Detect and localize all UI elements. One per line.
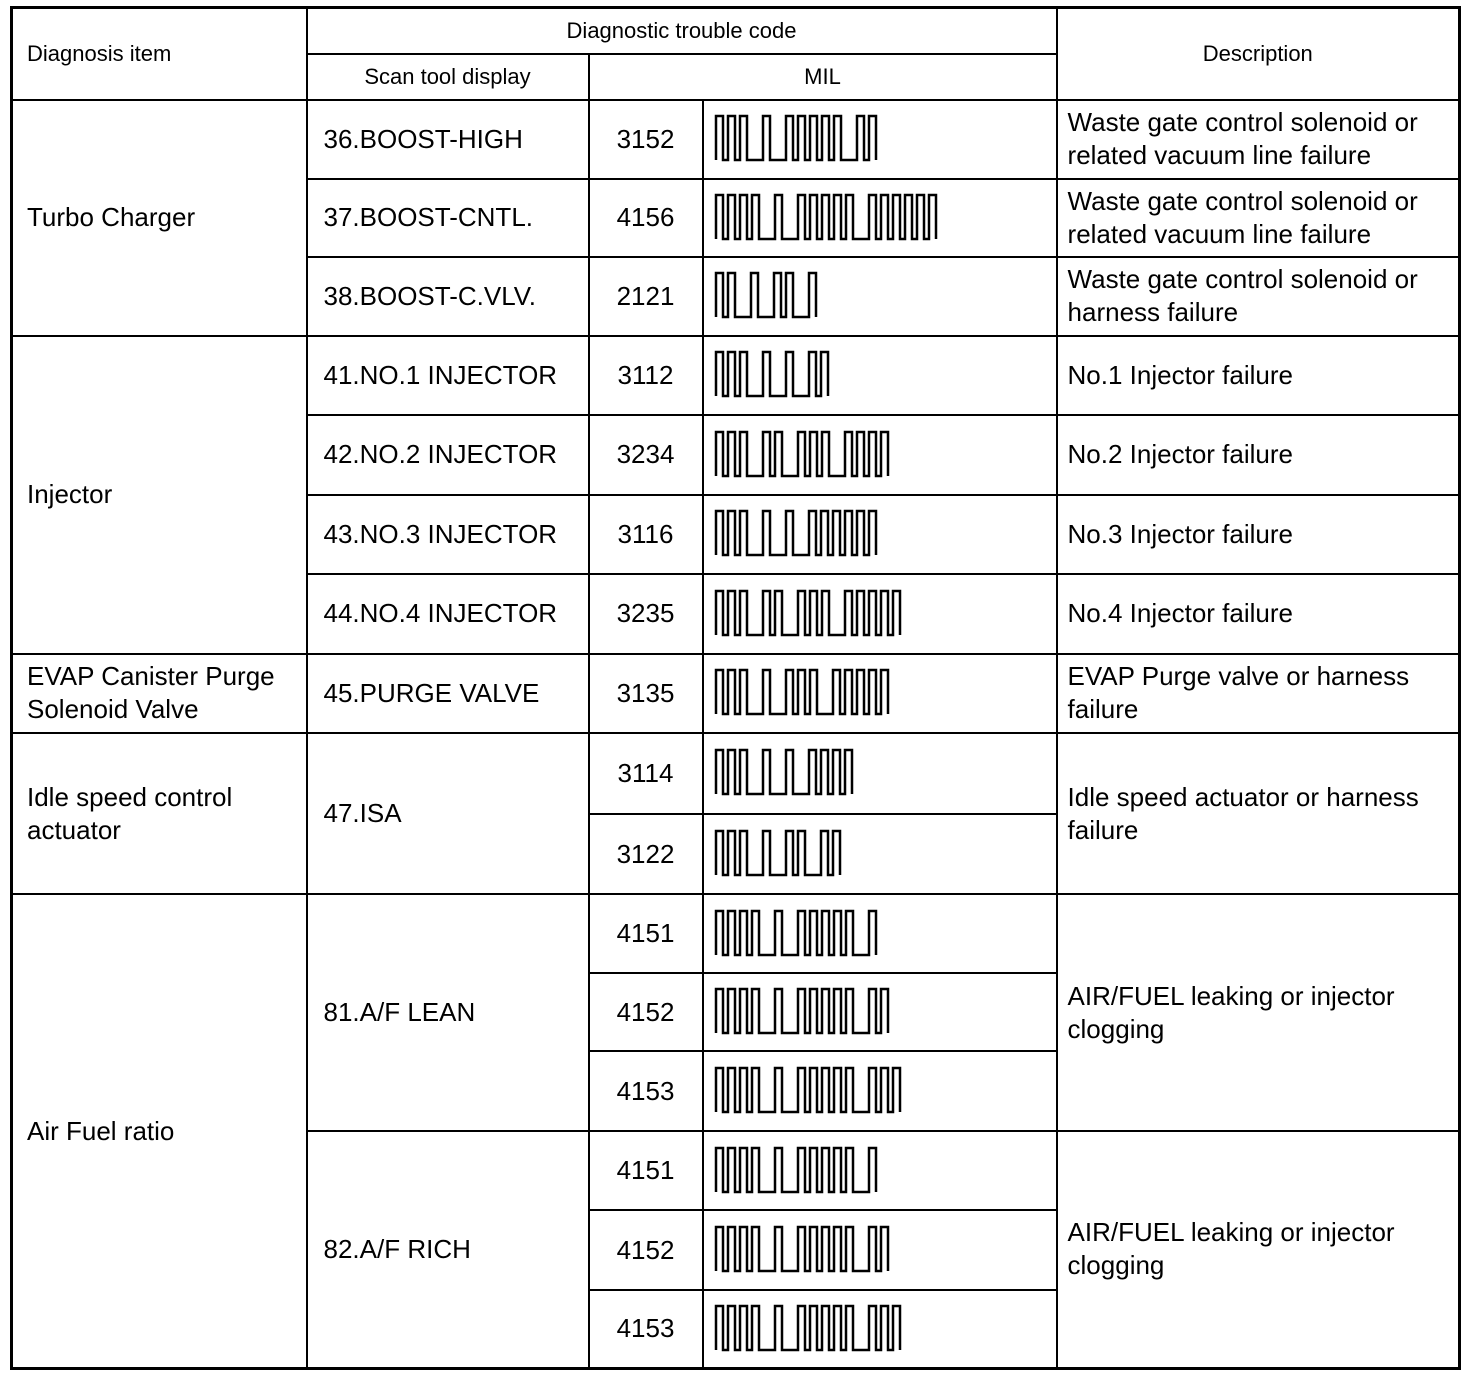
scan-display: 36.BOOST-HIGH (307, 100, 589, 179)
diagnosis-item-isa: Idle speed control actuator (12, 733, 307, 894)
dtc-code: 3235 (589, 574, 703, 654)
description: Waste gate control solenoid or harness failure (1057, 257, 1460, 336)
mil-pulse-train (716, 1227, 888, 1271)
mil-waveform-4153 (704, 1060, 1056, 1122)
mil-waveform-3114 (704, 742, 1056, 804)
mil-waveform-3152 (704, 108, 1056, 170)
header-scan-tool: Scan tool display (307, 54, 589, 100)
dtc-code: 4156 (589, 179, 703, 258)
scan-display: 42.NO.2 INJECTOR (307, 415, 589, 495)
dtc-code: 4153 (589, 1051, 703, 1131)
mil-pulse-train (716, 1306, 900, 1350)
mil-pulse-train (716, 1068, 900, 1112)
mil-pulse-train (716, 1148, 876, 1192)
scan-display: 43.NO.3 INJECTOR (307, 495, 589, 575)
description: EVAP Purge valve or harness failure (1057, 654, 1460, 734)
mil-blink-pattern (703, 495, 1057, 575)
table-row (12, 733, 1460, 814)
diagnosis-item-air-fuel: Air Fuel ratio (12, 894, 307, 1368)
description: Idle speed actuator or harness failure (1057, 733, 1460, 894)
mil-waveform-4152 (704, 1219, 1056, 1281)
scan-display: 47.ISA (307, 733, 589, 894)
mil-waveform-3116 (704, 503, 1056, 565)
table-row (12, 100, 1460, 179)
mil-blink-pattern (703, 1210, 1057, 1290)
dtc-code: 3135 (589, 654, 703, 734)
mil-blink-pattern (703, 894, 1057, 973)
mil-waveform-3235 (704, 583, 1056, 645)
header-row-1 (12, 8, 1460, 54)
scan-display: 38.BOOST-C.VLV. (307, 257, 589, 336)
mil-pulse-train (716, 195, 936, 239)
dtc-code: 3234 (589, 415, 703, 495)
dtc-code: 4151 (589, 894, 703, 973)
dtc-code: 3122 (589, 814, 703, 895)
mil-blink-pattern (703, 654, 1057, 734)
diagnosis-item-evap: EVAP Canister Purge Solenoid Valve (12, 654, 307, 734)
dtc-code: 4151 (589, 1131, 703, 1211)
mil-pulse-train (716, 750, 852, 794)
mil-pulse-train (716, 670, 888, 714)
table-row (12, 894, 1460, 973)
mil-blink-pattern (703, 1290, 1057, 1369)
mil-waveform-4153 (704, 1298, 1056, 1360)
mil-blink-pattern (703, 179, 1057, 258)
header-mil: MIL (589, 54, 1057, 100)
mil-blink-pattern (703, 415, 1057, 495)
header-description: Description (1057, 8, 1460, 101)
mil-waveform-3234 (704, 424, 1056, 486)
dtc-code: 3112 (589, 336, 703, 416)
mil-pulse-train (716, 831, 840, 875)
mil-pulse-train (716, 432, 888, 476)
mil-pulse-train (716, 511, 876, 555)
scan-display: 81.A/F LEAN (307, 894, 589, 1131)
dtc-code: 3114 (589, 733, 703, 814)
mil-pulse-train (716, 116, 876, 160)
mil-waveform-4151 (704, 1140, 1056, 1202)
description: Waste gate control solenoid or related vacuum line failure (1057, 100, 1460, 179)
description: Waste gate control solenoid or related vacuum line failure (1057, 179, 1460, 258)
mil-pulse-train (716, 273, 816, 317)
mil-pulse-train (716, 591, 900, 635)
header-diagnosis-item: Diagnosis item (12, 8, 307, 101)
scan-display: 37.BOOST-CNTL. (307, 179, 589, 258)
mil-blink-pattern (703, 257, 1057, 336)
scan-display: 44.NO.4 INJECTOR (307, 574, 589, 654)
scan-display: 45.PURGE VALVE (307, 654, 589, 734)
dtc-code: 2121 (589, 257, 703, 336)
mil-blink-pattern (703, 574, 1057, 654)
dtc-table (10, 6, 1461, 1370)
mil-blink-pattern (703, 1051, 1057, 1131)
dtc-code: 4153 (589, 1290, 703, 1369)
mil-blink-pattern (703, 814, 1057, 895)
diagnosis-item-injector: Injector (12, 336, 307, 654)
mil-blink-pattern (703, 336, 1057, 416)
header-dtc: Diagnostic trouble code (307, 8, 1057, 54)
description: No.2 Injector failure (1057, 415, 1460, 495)
diagnosis-item-turbo: Turbo Charger (12, 100, 307, 336)
mil-waveform-4156 (704, 187, 1056, 249)
dtc-code: 3116 (589, 495, 703, 575)
description: No.3 Injector failure (1057, 495, 1460, 575)
description: AIR/FUEL leaking or injector clogging (1057, 1131, 1460, 1369)
mil-waveform-3112 (704, 344, 1056, 406)
mil-pulse-train (716, 911, 876, 955)
mil-waveform-4151 (704, 903, 1056, 965)
scan-display: 82.A/F RICH (307, 1131, 589, 1369)
scan-display: 41.NO.1 INJECTOR (307, 336, 589, 416)
description: No.1 Injector failure (1057, 336, 1460, 416)
mil-waveform-2121 (704, 265, 1056, 327)
description: AIR/FUEL leaking or injector clogging (1057, 894, 1460, 1131)
mil-waveform-3122 (704, 823, 1056, 885)
dtc-code: 4152 (589, 973, 703, 1052)
mil-blink-pattern (703, 100, 1057, 179)
dtc-code: 3152 (589, 100, 703, 179)
dtc-code: 4152 (589, 1210, 703, 1290)
mil-pulse-train (716, 352, 828, 396)
table-row (12, 654, 1460, 734)
mil-pulse-train (716, 989, 888, 1033)
description: No.4 Injector failure (1057, 574, 1460, 654)
mil-blink-pattern (703, 973, 1057, 1052)
table-row (12, 336, 1460, 416)
mil-waveform-4152 (704, 981, 1056, 1043)
mil-blink-pattern (703, 1131, 1057, 1211)
mil-blink-pattern (703, 733, 1057, 814)
mil-waveform-3135 (704, 662, 1056, 724)
